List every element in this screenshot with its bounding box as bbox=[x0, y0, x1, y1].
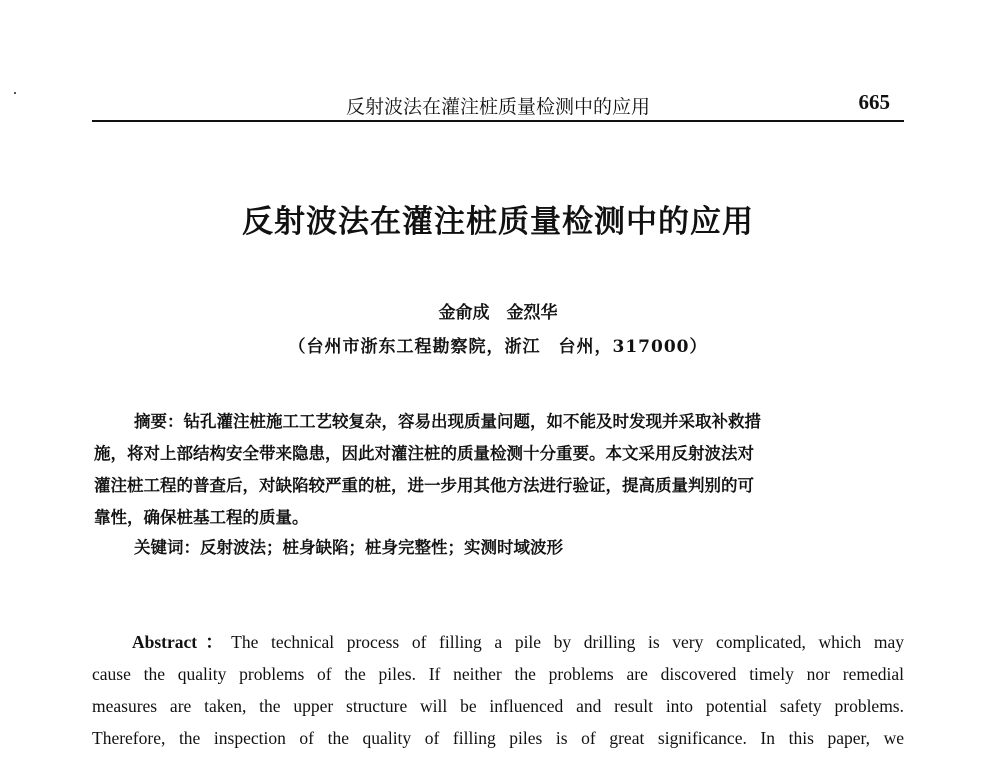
running-header bbox=[92, 88, 904, 118]
affiliation: （台州市浙东工程勘察院，浙江 台州，317000） bbox=[288, 337, 708, 357]
running-header-title: 反射波法在灌注桩质量检测中的应用 bbox=[345, 96, 650, 118]
article-title: 反射波法在灌注桩质量检测中的应用 bbox=[242, 204, 754, 240]
page-number: 665 bbox=[858, 90, 890, 114]
chinese-abstract-label: 摘要： bbox=[134, 412, 184, 431]
english-abstract-line: cause the quality problems of the piles. If neither the problems are discovered timely nor remedial bbox=[92, 664, 904, 684]
english-abstract-line: measures are taken, the upper structure will be influenced and result into potential safety problems. bbox=[92, 696, 904, 716]
chinese-abstract-line: 灌注桩工程的普查后，对缺陷较严重的桩，进一步用其他方法进行验证，提高质量判别的可 bbox=[94, 476, 754, 495]
scan-speck bbox=[14, 92, 16, 94]
chinese-abstract-line: 靠性，确保桩基工程的质量。 bbox=[94, 508, 309, 527]
english-abstract bbox=[92, 626, 904, 754]
chinese-abstract-line bbox=[94, 406, 906, 438]
english-abstract-text: The technical process of filling a pile by drilling is very complicated, which may bbox=[231, 632, 904, 652]
chinese-abstract-line: 施，将对上部结构安全带来隐患，因此对灌注桩的质量检测十分重要。本文采用反射波法对 bbox=[94, 444, 754, 463]
authors: 金俞成 金烈华 bbox=[438, 303, 558, 323]
chinese-abstract bbox=[94, 406, 906, 534]
keywords bbox=[134, 534, 563, 558]
header-rule bbox=[92, 120, 904, 122]
english-abstract-label: Abstract： bbox=[132, 632, 232, 652]
keywords-label: 关键词： bbox=[134, 538, 200, 557]
english-abstract-line: Therefore, the inspection of the quality of filling piles is of great significance. In this paper, we bbox=[92, 728, 904, 748]
chinese-abstract-text: 钻孔灌注桩施工工艺较复杂，容易出现质量问题，如不能及时发现并采取补救措 bbox=[183, 412, 761, 431]
english-abstract-line bbox=[92, 626, 904, 658]
keywords-text: 反射波法；桩身缺陷；桩身完整性；实测时域波形 bbox=[200, 538, 563, 557]
